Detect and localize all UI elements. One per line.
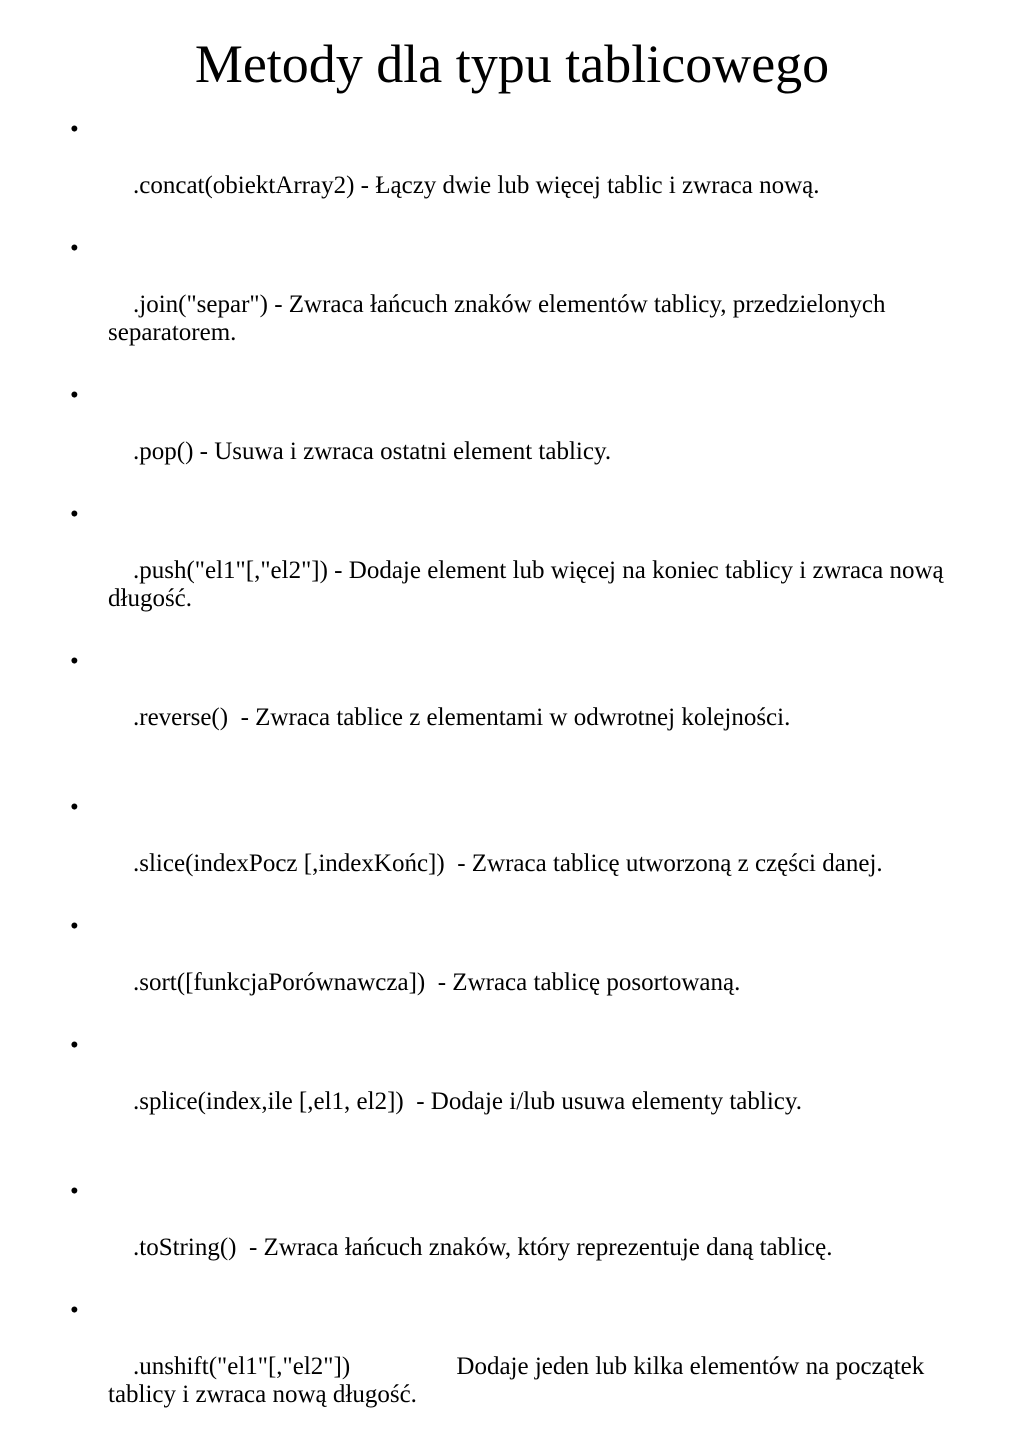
- list-item-text: .unshift("el1"[,"el2"]) Dodaje jeden lub kilka elementów na początek tablicy i zwraca nową długość.: [108, 1353, 931, 1408]
- bullet-icon: •: [70, 501, 79, 528]
- list-item-join: [70, 235, 990, 375]
- bullet-icon: •: [70, 648, 79, 675]
- list-item-text: .concat(obiektArray2) - Łączy dwie lub więcej tablic i zwraca nową.: [133, 172, 820, 199]
- list-item-slice: [70, 794, 990, 906]
- list-item-reverse: [70, 648, 990, 760]
- list-item-text: .splice(index,ile [,el1, el2]) - Dodaje i/lub usuwa elementy tablicy.: [133, 1088, 802, 1115]
- bullet-icon: •: [70, 1032, 79, 1059]
- list-item-pop: [70, 382, 990, 494]
- list-item-text: .toString() - Zwraca łańcuch znaków, który reprezentuje daną tablicę.: [133, 1234, 833, 1261]
- bullet-icon: •: [70, 913, 79, 940]
- list-item-text: .pop() - Usuwa i zwraca ostatni element tablicy.: [133, 438, 612, 465]
- list-item-tostring: [70, 1178, 990, 1290]
- bullet-icon: •: [70, 235, 79, 262]
- list-item-text: .sort([funkcjaPorównawcza]) - Zwraca tablicę posortowaną.: [133, 969, 741, 996]
- method-list: [70, 116, 990, 1444]
- list-item-text: .join("separ") - Zwraca łańcuch znaków elementów tablicy, przedzielonych separatorem.: [108, 291, 892, 346]
- bullet-icon: •: [70, 382, 79, 409]
- bullet-icon: •: [70, 116, 79, 143]
- list-item-text: .reverse() - Zwraca tablice z elementami w odwrotnej kolejności.: [133, 704, 791, 731]
- list-item-concat: [70, 116, 990, 228]
- list-item-push: [70, 501, 990, 641]
- list-item-splice: [70, 1032, 990, 1144]
- bullet-icon: •: [70, 794, 79, 821]
- list-item-text: .slice(indexPocz [,indexKońc]) - Zwraca tablicę utworzoną z części danej.: [133, 850, 883, 877]
- bullet-icon: •: [70, 1178, 79, 1205]
- list-item-unshift: [70, 1297, 990, 1437]
- list-item-text: .push("el1"[,"el2"]) - Dodaje element lub więcej na koniec tablicy i zwraca nową długość.: [108, 557, 950, 612]
- list-item-sort: [70, 913, 990, 1025]
- slide-title: Metody dla typu tablicowego: [194, 34, 830, 94]
- bullet-icon: •: [70, 1297, 79, 1324]
